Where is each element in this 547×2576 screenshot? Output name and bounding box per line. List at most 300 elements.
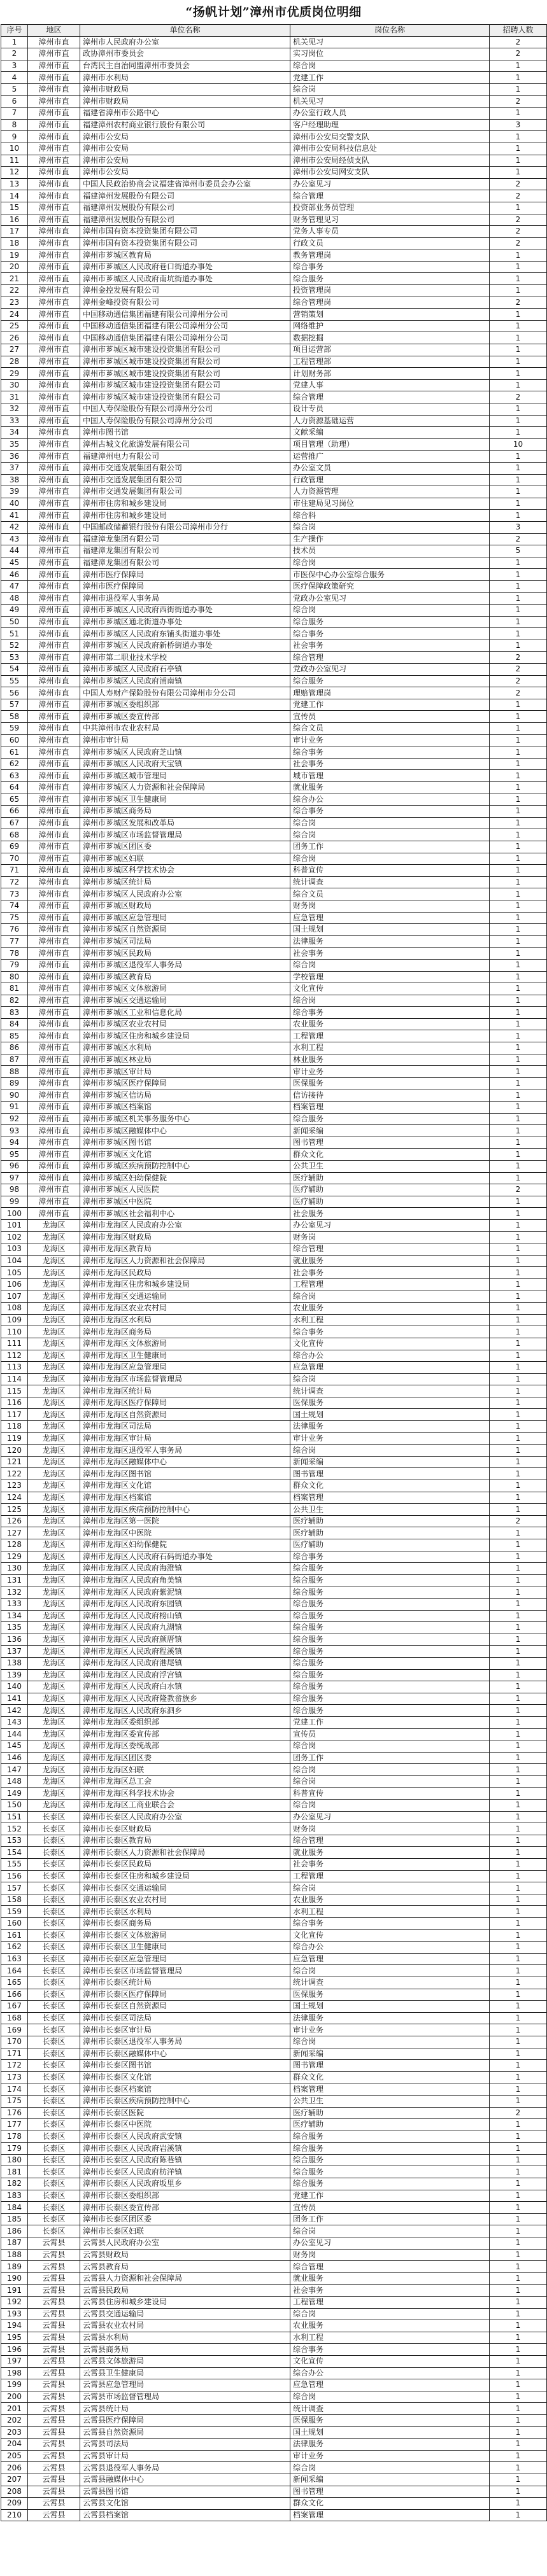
cell-unit-name: 云霄县应急管理局	[80, 2379, 290, 2391]
cell-index: 156	[1, 1870, 28, 1882]
table-row	[1, 1894, 547, 1906]
cell-index: 78	[1, 948, 28, 960]
cell-index: 171	[1, 2048, 28, 2060]
cell-hire-count: 1	[490, 1291, 547, 1303]
table-row	[1, 1326, 547, 1338]
cell-index: 28	[1, 356, 28, 368]
cell-unit-name: 云霄县档案馆	[80, 2509, 290, 2521]
cell-hire-count: 1	[490, 888, 547, 900]
cell-index: 127	[1, 1527, 28, 1539]
cell-region: 漳州市直	[28, 817, 80, 829]
cell-hire-count: 1	[490, 876, 547, 888]
cell-hire-count: 1	[490, 616, 547, 628]
cell-hire-count: 1	[490, 1539, 547, 1551]
cell-post-name: 综合服务	[290, 1657, 490, 1669]
cell-index: 88	[1, 1066, 28, 1078]
cell-post-name: 社会服务	[290, 1208, 490, 1220]
cell-unit-name: 漳州市芗城区委宣传部	[80, 711, 290, 723]
cell-unit-name: 福建省漳州市公路中心	[80, 108, 290, 120]
cell-region: 漳州市直	[28, 533, 80, 545]
cell-post-name: 综合服务	[290, 675, 490, 687]
cell-unit-name: 漳州市龙海区疾病预防控制中心	[80, 1504, 290, 1516]
cell-unit-name: 漳州市长泰区文化馆	[80, 2071, 290, 2083]
cell-region: 龙海区	[28, 1752, 80, 1764]
cell-region: 龙海区	[28, 1657, 80, 1669]
cell-unit-name: 漳州市财政局	[80, 95, 290, 108]
cell-hire-count: 1	[490, 2071, 547, 2083]
cell-region: 漳州市直	[28, 155, 80, 167]
cell-index: 22	[1, 285, 28, 297]
cell-unit-name: 福建漳州发展股份有限公司	[80, 190, 290, 202]
header-post-name: 岗位名称	[290, 25, 490, 37]
cell-post-name: 社会事务	[290, 2285, 490, 2297]
table-row	[1, 320, 547, 332]
cell-index: 20	[1, 261, 28, 273]
cell-post-name: 综合管理	[290, 1243, 490, 1256]
cell-region: 漳州市直	[28, 758, 80, 770]
cell-index: 92	[1, 1113, 28, 1125]
cell-region: 长泰区	[28, 1989, 80, 2001]
table-row	[1, 2225, 547, 2237]
table-row	[1, 1586, 547, 1599]
cell-hire-count: 1	[490, 273, 547, 285]
cell-region: 云霄县	[28, 2297, 80, 2309]
cell-post-name: 党建工作	[290, 699, 490, 711]
cell-unit-name: 漳州市芗城区医疗保障局	[80, 1077, 290, 1089]
cell-unit-name: 漳州市芗城区统计局	[80, 876, 290, 888]
cell-hire-count: 1	[490, 1870, 547, 1882]
cell-post-name: 党政办公室见习	[290, 664, 490, 676]
cell-region: 漳州市直	[28, 297, 80, 309]
cell-region: 长泰区	[28, 2060, 80, 2072]
cell-hire-count: 1	[490, 2083, 547, 2096]
cell-unit-name: 漳州市龙海区教育局	[80, 1243, 290, 1256]
cell-region: 龙海区	[28, 1705, 80, 1717]
table-row	[1, 2024, 547, 2036]
table-row	[1, 1610, 547, 1622]
cell-region: 漳州市直	[28, 1125, 80, 1137]
cell-post-name: 技术员	[290, 545, 490, 557]
cell-unit-name: 漳州市长泰区人民政府办公室	[80, 1811, 290, 1823]
cell-region: 长泰区	[28, 2024, 80, 2036]
table-row	[1, 2143, 547, 2155]
cell-post-name: 综合管理	[290, 190, 490, 202]
table-row	[1, 616, 547, 628]
cell-hire-count: 1	[490, 1267, 547, 1279]
cell-unit-name: 漳州市龙海区团区委	[80, 1752, 290, 1764]
cell-index: 19	[1, 249, 28, 262]
cell-unit-name: 中国人寿保险股份有限公司漳州分公司	[80, 415, 290, 427]
cell-unit-name: 中国移动通信集团福建有限公司漳州分公司	[80, 332, 290, 344]
cell-region: 漳州市直	[28, 1102, 80, 1114]
cell-index: 101	[1, 1219, 28, 1231]
cell-unit-name: 漳州市龙海区水利局	[80, 1314, 290, 1326]
cell-region: 漳州市直	[28, 510, 80, 522]
cell-unit-name: 云霄县图书馆	[80, 2486, 290, 2498]
cell-hire-count: 1	[490, 356, 547, 368]
cell-index: 184	[1, 2202, 28, 2214]
cell-hire-count: 1	[490, 2012, 547, 2024]
cell-hire-count: 1	[490, 1018, 547, 1030]
cell-unit-name: 云霄县退役军人事务局	[80, 2462, 290, 2474]
cell-region: 漳州市直	[28, 664, 80, 676]
page-title: “扬帆计划”漳州市优质岗位明细	[185, 5, 362, 19]
cell-index: 72	[1, 876, 28, 888]
cell-region: 龙海区	[28, 1409, 80, 1421]
cell-unit-name: 漳州市龙海区人民政府石码街道办事处	[80, 1551, 290, 1563]
cell-post-name: 综合管理岗	[290, 297, 490, 309]
cell-post-name: 办公室文员	[290, 462, 490, 474]
cell-post-name: 宣传员	[290, 1728, 490, 1740]
cell-index: 24	[1, 309, 28, 321]
cell-region: 长泰区	[28, 2190, 80, 2202]
cell-post-name: 财务岗	[290, 900, 490, 912]
cell-index: 50	[1, 616, 28, 628]
cell-region: 漳州市直	[28, 888, 80, 900]
table-row	[1, 1811, 547, 1823]
cell-unit-name: 漳州市长泰区水利局	[80, 1906, 290, 1918]
cell-region: 长泰区	[28, 1894, 80, 1906]
cell-index: 21	[1, 273, 28, 285]
cell-region: 漳州市直	[28, 723, 80, 735]
cell-unit-name: 漳州市长泰区人民政府枋洋镇	[80, 2166, 290, 2178]
cell-unit-name: 漳州市芗城区应急管理局	[80, 912, 290, 924]
cell-index: 151	[1, 1811, 28, 1823]
table-row	[1, 391, 547, 403]
table-row	[1, 2261, 547, 2273]
cell-post-name: 综合事务	[290, 2344, 490, 2356]
cell-post-name: 文献采编	[290, 427, 490, 439]
cell-index: 9	[1, 131, 28, 143]
cell-hire-count: 2	[490, 226, 547, 238]
cell-unit-name: 政协漳州市委员会	[80, 48, 290, 60]
table-row	[1, 2462, 547, 2474]
cell-unit-name: 漳州市龙海区人力资源和社会保障局	[80, 1255, 290, 1267]
table-row	[1, 1184, 547, 1196]
cell-hire-count: 1	[490, 2414, 547, 2426]
cell-post-name: 数据挖掘	[290, 332, 490, 344]
cell-index: 34	[1, 427, 28, 439]
cell-hire-count: 1	[490, 1409, 547, 1421]
table-row	[1, 1243, 547, 1256]
cell-unit-name: 中国人寿财产保险股份有限公司漳州市分公司	[80, 687, 290, 699]
cell-hire-count: 1	[490, 1752, 547, 1764]
cell-post-name: 农业服务	[290, 1894, 490, 1906]
cell-post-name: 综合办公	[290, 1350, 490, 1362]
table-row	[1, 83, 547, 95]
cell-index: 136	[1, 1634, 28, 1646]
cell-index: 133	[1, 1598, 28, 1610]
cell-unit-name: 漳州市龙海区自然资源局	[80, 1409, 290, 1421]
table-row	[1, 1421, 547, 1433]
cell-unit-name: 漳州市龙海区人民政府办公室	[80, 1219, 290, 1231]
cell-region: 漳州市直	[28, 498, 80, 510]
cell-post-name: 综合岗	[290, 853, 490, 865]
cell-region: 漳州市直	[28, 131, 80, 143]
cell-index: 84	[1, 1018, 28, 1030]
cell-post-name: 党政办公室见习	[290, 592, 490, 605]
cell-hire-count: 1	[490, 699, 547, 711]
cell-unit-name: 漳州市龙海区妇幼保健院	[80, 1539, 290, 1551]
cell-unit-name: 漳州市芗城区水利局	[80, 1042, 290, 1054]
cell-post-name: 综合服务	[290, 273, 490, 285]
table-row	[1, 829, 547, 841]
cell-region: 漳州市直	[28, 628, 80, 640]
table-row	[1, 1409, 547, 1421]
table-row	[1, 675, 547, 687]
table-row	[1, 344, 547, 356]
cell-unit-name: 漳州市长泰区交通运输局	[80, 1882, 290, 1894]
cell-post-name: 漳州市公安局科技信息处	[290, 143, 490, 155]
cell-hire-count: 1	[490, 2119, 547, 2131]
cell-post-name: 综合服务	[290, 2131, 490, 2143]
cell-region: 漳州市直	[28, 1184, 80, 1196]
cell-index: 182	[1, 2178, 28, 2190]
table-row	[1, 167, 547, 179]
cell-hire-count: 2	[490, 1515, 547, 1527]
cell-region: 漳州市直	[28, 36, 80, 48]
cell-index: 169	[1, 2024, 28, 2036]
cell-index: 179	[1, 2143, 28, 2155]
cell-region: 云霄县	[28, 2237, 80, 2250]
cell-hire-count: 1	[490, 1362, 547, 1374]
cell-hire-count: 1	[490, 1953, 547, 1965]
cell-index: 7	[1, 108, 28, 120]
cell-region: 龙海区	[28, 1681, 80, 1693]
table-row	[1, 900, 547, 912]
cell-region: 漳州市直	[28, 237, 80, 249]
table-row	[1, 1716, 547, 1728]
cell-index: 121	[1, 1456, 28, 1468]
cell-region: 云霄县	[28, 2391, 80, 2403]
cell-region: 漳州市直	[28, 1054, 80, 1066]
cell-hire-count: 3	[490, 119, 547, 131]
cell-post-name: 人力资源管理	[290, 486, 490, 498]
cell-post-name: 综合管理	[290, 391, 490, 403]
cell-post-name: 客户经理助理	[290, 119, 490, 131]
table-row	[1, 888, 547, 900]
cell-index: 45	[1, 557, 28, 569]
cell-post-name: 综合服务	[290, 1598, 490, 1610]
cell-post-name: 综合岗	[290, 2036, 490, 2048]
cell-index: 73	[1, 888, 28, 900]
table-row	[1, 687, 547, 699]
cell-unit-name: 漳州市龙海区人民政府浮宫镇	[80, 1669, 290, 1681]
table-row	[1, 865, 547, 877]
cell-hire-count: 1	[490, 746, 547, 759]
cell-hire-count: 2	[490, 237, 547, 249]
cell-region: 漳州市直	[28, 912, 80, 924]
table-row	[1, 261, 547, 273]
table-row	[1, 2249, 547, 2261]
table-row	[1, 924, 547, 936]
cell-hire-count: 1	[490, 72, 547, 84]
cell-post-name: 医疗辅助	[290, 1184, 490, 1196]
cell-index: 59	[1, 723, 28, 735]
cell-post-name: 科普宣传	[290, 865, 490, 877]
cell-unit-name: 漳州市长泰区人力资源和社会保障局	[80, 1847, 290, 1859]
cell-index: 68	[1, 829, 28, 841]
cell-index: 38	[1, 474, 28, 486]
cell-post-name: 综合事务	[290, 628, 490, 640]
cell-region: 长泰区	[28, 1870, 80, 1882]
table-row	[1, 1291, 547, 1303]
cell-unit-name: 漳州市第二职业技术学校	[80, 652, 290, 664]
cell-region: 漳州市直	[28, 557, 80, 569]
cell-post-name: 审计业务	[290, 2024, 490, 2036]
cell-post-name: 科普宣传	[290, 1788, 490, 1800]
table-row	[1, 60, 547, 72]
cell-index: 186	[1, 2225, 28, 2237]
cell-region: 漳州市直	[28, 332, 80, 344]
cell-region: 云霄县	[28, 2462, 80, 2474]
table-row	[1, 1646, 547, 1658]
table-row	[1, 72, 547, 84]
cell-region: 长泰区	[28, 1918, 80, 1930]
cell-region: 漳州市直	[28, 368, 80, 380]
cell-index: 210	[1, 2509, 28, 2521]
cell-region: 漳州市直	[28, 806, 80, 818]
cell-post-name: 水利工程	[290, 1314, 490, 1326]
header-hire-count: 招聘人数	[490, 25, 547, 37]
cell-index: 77	[1, 935, 28, 948]
cell-index: 170	[1, 2036, 28, 2048]
cell-region: 长泰区	[28, 2036, 80, 2048]
cell-post-name: 应急管理	[290, 1953, 490, 1965]
cell-hire-count: 1	[490, 758, 547, 770]
cell-hire-count: 1	[490, 1350, 547, 1362]
cell-unit-name: 漳州市芗城区文体旅游局	[80, 983, 290, 995]
cell-hire-count: 1	[490, 510, 547, 522]
cell-index: 65	[1, 794, 28, 806]
cell-index: 80	[1, 971, 28, 983]
cell-region: 云霄县	[28, 2403, 80, 2415]
cell-region: 漳州市直	[28, 462, 80, 474]
cell-hire-count: 1	[490, 1077, 547, 1089]
cell-unit-name: 漳州市龙海区住房和城乡建设局	[80, 1278, 290, 1291]
cell-post-name: 档案管理	[290, 1102, 490, 1114]
cell-hire-count: 1	[490, 1918, 547, 1930]
table-row	[1, 356, 547, 368]
cell-index: 62	[1, 758, 28, 770]
cell-unit-name: 漳州市长泰区人民政府坂里乡	[80, 2178, 290, 2190]
cell-unit-name: 漳州市龙海区工商业联合会	[80, 1800, 290, 1812]
cell-hire-count: 1	[490, 1894, 547, 1906]
cell-unit-name: 漳州市芗城区交通运输局	[80, 995, 290, 1007]
cell-unit-name: 云霄县人力资源和社会保障局	[80, 2272, 290, 2285]
cell-unit-name: 云霄县文体旅游局	[80, 2355, 290, 2367]
cell-region: 云霄县	[28, 2426, 80, 2439]
cell-hire-count: 1	[490, 2474, 547, 2486]
table-row	[1, 1740, 547, 1753]
cell-unit-name: 云霄县统计局	[80, 2403, 290, 2415]
table-row	[1, 545, 547, 557]
cell-unit-name: 漳州市芗城区人民政府天宝镇	[80, 758, 290, 770]
cell-hire-count: 1	[490, 1314, 547, 1326]
cell-region: 长泰区	[28, 2131, 80, 2143]
cell-unit-name: 漳州市龙海区司法局	[80, 1421, 290, 1433]
table-row	[1, 2308, 547, 2320]
cell-region: 龙海区	[28, 1800, 80, 1812]
cell-post-name: 办公室见习	[290, 2237, 490, 2250]
cell-region: 漳州市直	[28, 1149, 80, 1161]
cell-index: 117	[1, 1409, 28, 1421]
cell-region: 漳州市直	[28, 83, 80, 95]
cell-hire-count: 1	[490, 841, 547, 853]
cell-index: 115	[1, 1385, 28, 1397]
cell-post-name: 综合岗	[290, 1882, 490, 1894]
cell-index: 150	[1, 1800, 28, 1812]
cell-hire-count: 1	[490, 853, 547, 865]
cell-index: 145	[1, 1740, 28, 1753]
cell-region: 漳州市直	[28, 403, 80, 416]
cell-hire-count: 1	[490, 83, 547, 95]
cell-unit-name: 漳州市芗城区图书馆	[80, 1137, 290, 1149]
cell-hire-count: 1	[490, 1125, 547, 1137]
cell-region: 龙海区	[28, 1468, 80, 1480]
cell-unit-name: 漳州市龙海区人民政府白水镇	[80, 1681, 290, 1693]
cell-index: 162	[1, 1942, 28, 1954]
cell-hire-count: 1	[490, 1716, 547, 1728]
cell-hire-count: 1	[490, 1385, 547, 1397]
table-row	[1, 723, 547, 735]
table-row	[1, 1219, 547, 1231]
table-row	[1, 1432, 547, 1445]
cell-post-name: 投资管理岗	[290, 285, 490, 297]
cell-hire-count: 1	[490, 723, 547, 735]
cell-post-name: 统计调查	[290, 876, 490, 888]
cell-post-name: 综合岗	[290, 60, 490, 72]
cell-region: 长泰区	[28, 2071, 80, 2083]
table-row	[1, 1953, 547, 1965]
cell-post-name: 统计调查	[290, 2403, 490, 2415]
cell-hire-count: 1	[490, 1859, 547, 1871]
cell-region: 漳州市直	[28, 1030, 80, 1042]
table-row	[1, 1800, 547, 1812]
cell-unit-name: 漳州市芗城区住房和城乡建设局	[80, 1030, 290, 1042]
header-index: 序号	[1, 25, 28, 37]
cell-hire-count: 1	[490, 498, 547, 510]
cell-unit-name: 漳州市龙海区人民政府角美镇	[80, 1574, 290, 1586]
cell-unit-name: 漳州市国有资本投资集团有限公司	[80, 237, 290, 249]
cell-region: 云霄县	[28, 2272, 80, 2285]
table-row	[1, 699, 547, 711]
cell-index: 148	[1, 1775, 28, 1788]
cell-region: 漳州市直	[28, 273, 80, 285]
cell-index: 104	[1, 1255, 28, 1267]
cell-unit-name: 漳州市芗城区城市建设投资集团有限公司	[80, 356, 290, 368]
cell-region: 长泰区	[28, 1811, 80, 1823]
table-row	[1, 131, 547, 143]
cell-unit-name: 漳州市芗城区人民政府南坑街道办事处	[80, 273, 290, 285]
cell-index: 4	[1, 72, 28, 84]
cell-index: 76	[1, 924, 28, 936]
cell-unit-name: 漳州市龙海区档案馆	[80, 1492, 290, 1504]
cell-post-name: 文化宣传	[290, 983, 490, 995]
cell-post-name: 医保服务	[290, 2414, 490, 2426]
cell-post-name: 工程管理	[290, 1870, 490, 1882]
cell-region: 漳州市直	[28, 711, 80, 723]
cell-post-name: 综合文员	[290, 888, 490, 900]
cell-region: 漳州市直	[28, 72, 80, 84]
cell-hire-count: 1	[490, 368, 547, 380]
cell-region: 云霄县	[28, 2355, 80, 2367]
cell-post-name: 工程管理	[290, 1030, 490, 1042]
table-row	[1, 2450, 547, 2462]
header-region: 地区	[28, 25, 80, 37]
cell-unit-name: 漳州市长泰区农业农村局	[80, 1894, 290, 1906]
table-row	[1, 1598, 547, 1610]
